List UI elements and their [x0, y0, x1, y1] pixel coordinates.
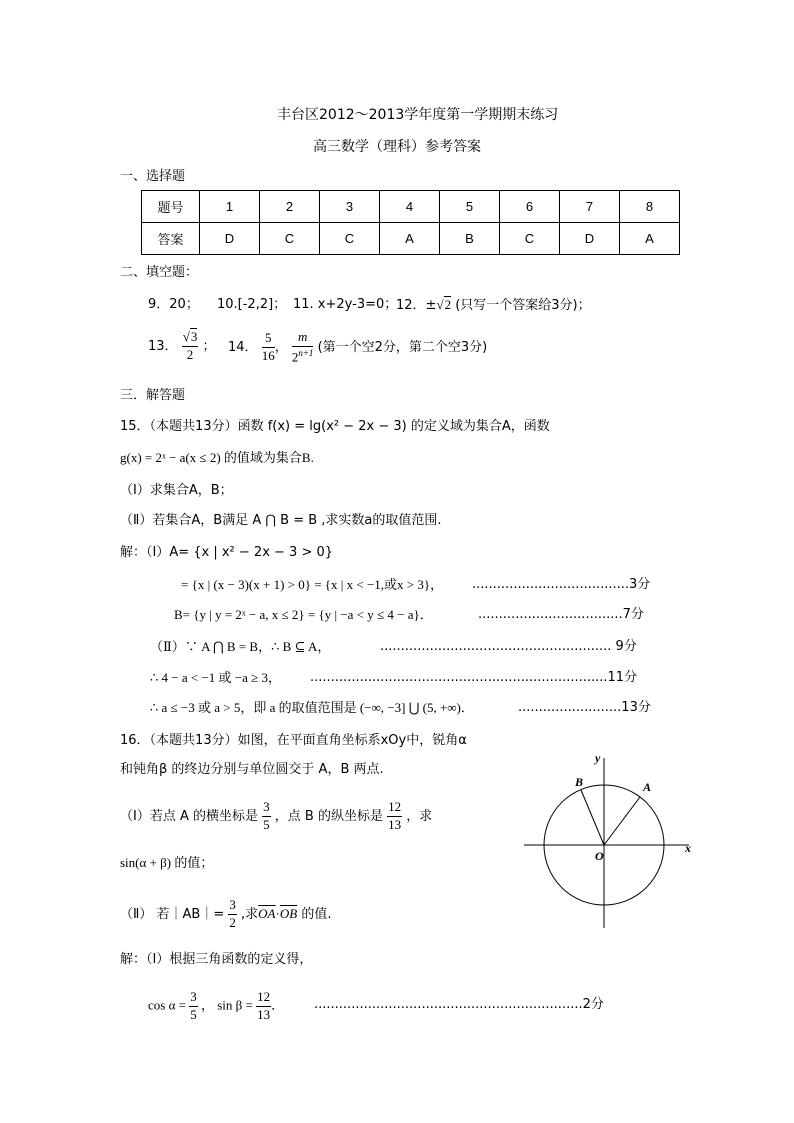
- table-row: [142, 223, 680, 255]
- question-number: 3: [320, 191, 380, 223]
- sin-beta-fraction: [256, 990, 271, 1023]
- problem-16-line-1: 16．（本题共13分）如图，在平面直角坐标系xOy中，锐角α: [120, 733, 467, 748]
- question-number: 6: [500, 191, 560, 223]
- problem-16-part-1-text-a: （Ⅰ）若点 A 的横坐标是: [120, 808, 258, 824]
- answer-14-fraction-1: [262, 331, 275, 364]
- solution-15-line-6: ∴ a ≤ −3 或 a > 5，即 a 的取值范围是 (−∞, −3] ⋃ (5, +∞)．: [150, 700, 474, 715]
- vector-oa: $\overline{OA}$: [258, 905, 276, 921]
- answer-14-denominator-1: 16: [261, 348, 275, 364]
- cos-alpha-label: cos α =: [148, 997, 186, 1013]
- fraction-denominator: 2: [229, 914, 236, 930]
- problem-16-fraction-b: [387, 800, 402, 833]
- cos-alpha-fraction: [189, 990, 198, 1023]
- solution-16-line-1: 解：（Ⅰ）根据三角函数的定义得，: [120, 952, 313, 967]
- point-b-label: B: [575, 775, 584, 789]
- document-subtitle: 高三数学（理科）参考答案: [313, 139, 481, 155]
- problem-15-part-1: （Ⅰ）求集合A，B；: [120, 483, 233, 498]
- fill-answer-13: [148, 330, 215, 363]
- sentence-end: ．: [271, 997, 285, 1013]
- solution-16-line-2: [148, 990, 284, 1023]
- question-number: 1: [200, 191, 260, 223]
- solution-15-line-3: B= {y | y = 2ˣ − a, x ≤ 2} = {y | −a < y ≤ 4 − a}．: [174, 607, 433, 622]
- fraction-numerator: 3: [228, 898, 237, 915]
- question-number: 7: [560, 191, 620, 223]
- origin-label: O: [595, 849, 604, 863]
- problem-16-part-2-text-b: ,求: [241, 906, 259, 922]
- section-2-heading: 二、填空题：: [120, 265, 199, 280]
- problem-16-part-2-text-c: 的值.: [301, 906, 332, 922]
- fraction-denominator: 13: [388, 816, 402, 832]
- solution-15-line-2: = {x | (x − 3)(x + 1) > 0} = {x | x < −1,或x > 3}，: [181, 577, 444, 592]
- answer-cell: D: [200, 223, 260, 255]
- solution-15-score-3: ...................................7分: [478, 607, 644, 622]
- ray-oa: [604, 797, 640, 845]
- section-1-heading: 一、选择题: [120, 169, 186, 184]
- fill-answer-14: [228, 330, 487, 365]
- solution-15-line-5: ∴ 4 − a < −1 或 −a ≥ 3，: [150, 670, 282, 685]
- ray-ob: [581, 790, 604, 845]
- problem-16-part-2: [120, 898, 331, 931]
- problem-16-part-1-line-2: sin(α + β) 的值；: [120, 855, 214, 870]
- row-label-answer: 答案: [142, 223, 200, 255]
- x-axis-label: x: [685, 841, 691, 855]
- problem-15-line-2: g(x) = 2ˣ − a(x ≤ 2) 的值域为集合B.: [120, 450, 314, 465]
- answer-cell: C: [500, 223, 560, 255]
- answer-cell: A: [380, 223, 440, 255]
- dot-product-sign: ·: [275, 905, 280, 921]
- problem-16-part-1: [120, 800, 432, 833]
- fraction-denominator: 13: [257, 1006, 271, 1022]
- problem-15-line-1: 15．（本题共13分）函数 f(x) = lg(x² − 2x − 3) 的定义域为集合A，函数: [120, 419, 550, 434]
- question-number: 2: [260, 191, 320, 223]
- problem-16-fraction-c: [228, 898, 237, 931]
- question-number: 5: [440, 191, 500, 223]
- answer-14-denominator-2: 2: [291, 349, 299, 365]
- solution-15-line-4: （Ⅱ）∵ A ⋂ B = B，∴ B ⊆ A，: [150, 639, 331, 654]
- answer-13-fraction: [182, 330, 199, 363]
- section-3-heading: 三．解答题: [120, 388, 186, 403]
- problem-15-part-2: （Ⅱ）若集合A，B满足 A ⋂ B = B ,求实数a的取值范围.: [120, 513, 442, 528]
- solution-15-score-5: ........................................................................11分: [310, 670, 638, 685]
- answer-cell: D: [560, 223, 620, 255]
- answer-14-exponent: n+1: [298, 347, 314, 358]
- solution-15-score-2: ......................................3分: [472, 577, 651, 592]
- solution-16-score-1: .................................................................2分: [314, 997, 604, 1012]
- fill-answer-9: 9．20；: [148, 297, 199, 312]
- fill-answer-10: 10.[-2,2]；: [217, 297, 287, 312]
- problem-16-part-2-text-a: （Ⅱ） 若｜AB｜=: [120, 906, 225, 922]
- fraction-numerator: 3: [262, 800, 271, 817]
- answer-cell: C: [260, 223, 320, 255]
- point-a-label: A: [643, 780, 652, 794]
- answer-14-fraction-2: [292, 330, 314, 365]
- table-row: [142, 191, 680, 223]
- problem-16-part-1-text-b: ，点 B 的纵坐标是: [274, 808, 383, 824]
- question-number: 8: [620, 191, 680, 223]
- question-number: 4: [380, 191, 440, 223]
- answer-13-numerator: 3: [190, 329, 198, 344]
- answer-13-separator: ；: [202, 338, 216, 354]
- y-axis-label: y: [595, 751, 601, 765]
- answer-14-separator: ，: [274, 340, 288, 356]
- answer-12-prefix: 12．±: [396, 298, 437, 313]
- answer-table: [141, 190, 680, 255]
- sqrt-sign-icon: √: [436, 297, 444, 312]
- answer-13-denominator: 2: [186, 346, 194, 362]
- solution-15-score-4: ........................................................ 9分: [380, 639, 637, 654]
- solution-15-score-6: .........................13分: [518, 700, 651, 715]
- vector-ob: $\overline{OB}$: [279, 905, 298, 921]
- answer-12-note: (只写一个答案给3分)；: [455, 298, 591, 313]
- row-label-number: 题号: [142, 191, 200, 223]
- fraction-numerator: 12: [387, 800, 402, 817]
- document-title: 丰台区2012～2013学年度第一学期期末练习: [277, 107, 559, 123]
- fraction-denominator: 5: [263, 816, 270, 832]
- answer-cell: C: [320, 223, 380, 255]
- answer-cell: A: [620, 223, 680, 255]
- answer-14-note: (第一个空2分，第二个空3分): [317, 340, 488, 356]
- answer-14-numerator-2: m: [292, 330, 314, 347]
- sqrt-sign-icon: √: [182, 329, 190, 344]
- solution-15-line-1: 解：（Ⅰ）A= {x | x² − 2x − 3 > 0}: [120, 545, 334, 560]
- fill-answer-12: [396, 298, 591, 312]
- answer-14-label: 14．: [228, 340, 258, 356]
- fraction-numerator: 3: [189, 990, 198, 1007]
- problem-16-line-2: 和钝角β 的终边分别与单位圆交于 A，B 两点.: [120, 762, 384, 777]
- answer-13-label: 13．: [148, 338, 178, 354]
- problem-16-fraction-a: [262, 800, 271, 833]
- unit-circle-figure: [519, 748, 719, 938]
- fill-answer-11: 11. x+2y-3=0；: [293, 297, 398, 312]
- answer-12-radicand: 2: [444, 297, 452, 312]
- fraction-numerator: 12: [256, 990, 271, 1007]
- fraction-denominator: 5: [190, 1006, 197, 1022]
- problem-16-part-1-text-c: ，求: [406, 808, 433, 824]
- sin-beta-label: ， sin β =: [200, 997, 253, 1013]
- answer-cell: B: [440, 223, 500, 255]
- answer-14-numerator-1: 5: [262, 331, 275, 348]
